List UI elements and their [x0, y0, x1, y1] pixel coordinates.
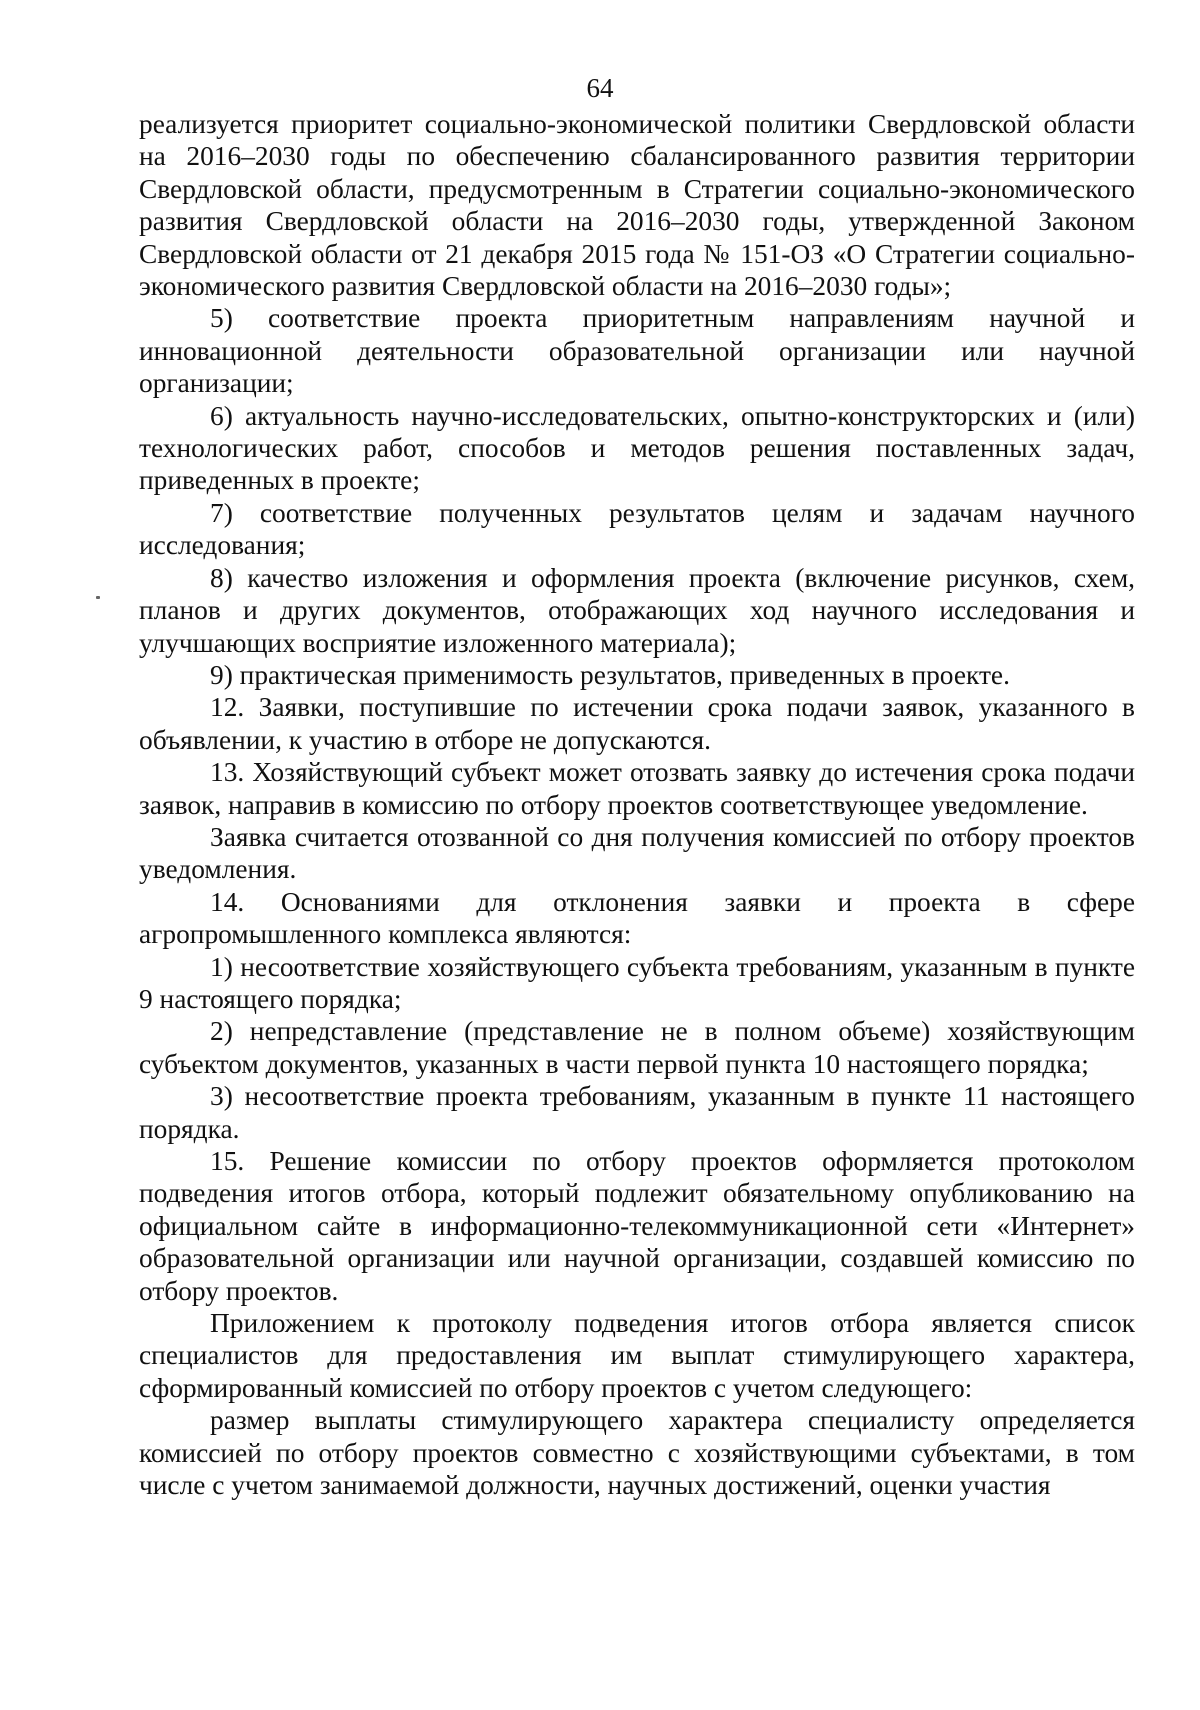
clause-15-part-3: размер выплаты стимулирующего характера специалисту определяется комиссией по отбору проектов совместно с хозяйствующими субъектами, в том числе с учетом занимаемой должности, научных достижений, оценки участия — [139, 1405, 1135, 1501]
list-item-7: 7) соответствие полученных результатов целям и задачам научного исследования; — [139, 497, 1135, 561]
paragraph-continuation: реализуется приоритет социально-экономической политики Свердловской области на 2016–2030 годы по обеспечению сбалансированного развития территории Свердловской области, предусмотренным в Стратегии социально-экономического развития Свердловской области на 2016–2030 годы, утвержденной Законом Свердловской области от 21 декабря 2015 года № 151-ОЗ «О Стратегии социально-экономического развития Свердловской области на 2016–2030 годы»; — [139, 109, 1135, 302]
list-item-9: 9) практическая применимость результатов, приведенных в проекте. — [210, 659, 1010, 690]
page-number: 64 — [586, 73, 614, 103]
clause-14-item-3: 3) несоответствие проекта требованиям, указанным в пункте 11 настоящего порядка. — [139, 1081, 1135, 1144]
list-item-6: 6) актуальность научно-исследовательских, опытно-конструкторских и (или) технологических работ, способов и методов решения поставленных задач, приведенных в проекте; — [139, 400, 1135, 496]
document-body — [139, 108, 1135, 1501]
list-item-8: 8) качество изложения и оформления проекта (включение рисунков, схем, планов и других документов, отображающих ход научного исследования и улучшающих восприятие изложенного материала); — [139, 562, 1135, 658]
list-item-5: 5) соответствие проекта приоритетным направлениям научной и инновационной деятельности образовательной организации или научной организации; — [139, 303, 1135, 399]
clause-12: 12. Заявки, поступившие по истечении срока подачи заявок, указанного в объявлении, к участию в отборе не допускаются. — [139, 692, 1135, 755]
clause-14: 14. Основаниями для отклонения заявки и проекта в сфере агропромышленного комплекса являются: — [139, 886, 1135, 950]
clause-13: 13. Хозяйствующий субъект может отозвать заявку до истечения срока подачи заявок, направив в комиссию по отбору проектов соответствующее уведомление. — [139, 757, 1135, 820]
clause-15-part-2: Приложением к протоколу подведения итогов отбора является список специалистов для предоставления им выплат стимулирующего характера, сформированный комиссией по отбору проектов с учетом следующего: — [139, 1308, 1135, 1403]
scan-speck — [96, 596, 100, 599]
clause-13-part-2: Заявка считается отозванной со дня получения комиссией по отбору проектов уведомления. — [139, 821, 1135, 885]
clause-15: 15. Решение комиссии по отбору проектов оформляется протоколом подведения итогов отбора, который подлежит обязательному опубликованию на официальном сайте в информационно-телекоммуникационной сети «Интернет» образовательной организации или научной организации, создавшей комиссию по отбору проектов. — [139, 1146, 1135, 1306]
clause-14-item-1: 1) несоответствие хозяйствующего субъекта требованиям, указанным в пункте 9 настоящего порядка; — [139, 951, 1135, 1014]
clause-14-item-2: 2) непредставление (представление не в полном объеме) хозяйствующим субъектом документов, указанных в части первой пункта 10 настоящего порядка; — [139, 1016, 1135, 1079]
